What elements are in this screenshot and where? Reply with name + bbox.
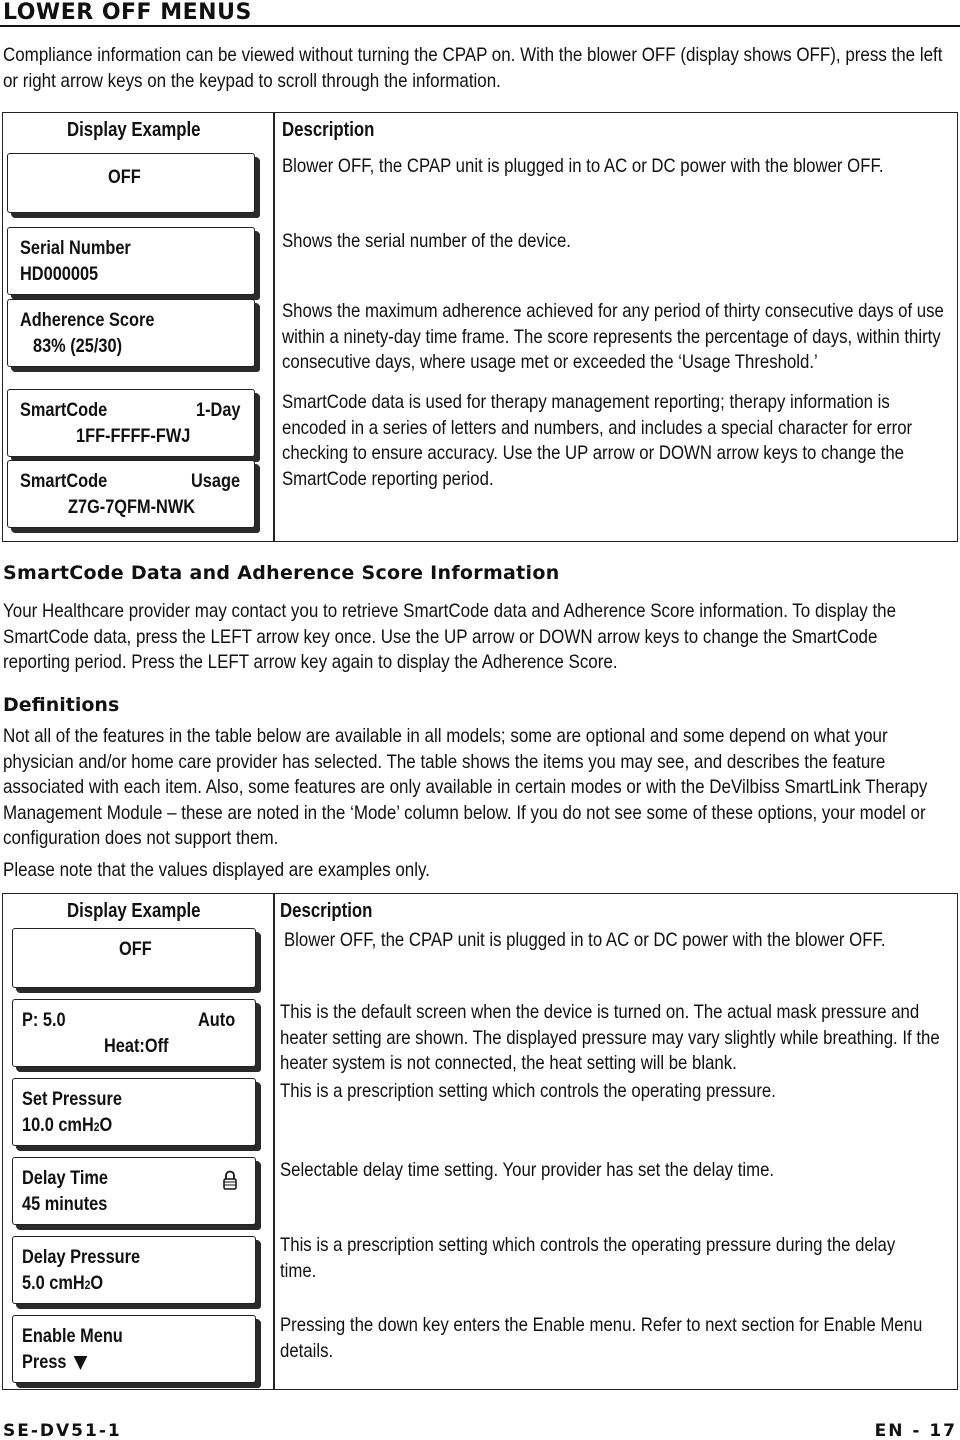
footer-document-code: SE-DV51-1 — [3, 1421, 122, 1440]
lcd-line: 1-Day — [196, 400, 241, 421]
footer-page-number: EN - 17 — [874, 1421, 957, 1440]
lower-off-menu-table — [2, 112, 958, 542]
lcd-display-delay-pressure — [12, 1236, 256, 1304]
page-title: LOWER OFF MENUS — [3, 0, 252, 25]
lcd-display-set-pressure — [12, 1078, 256, 1146]
description-off: Blower OFF, the CPAP unit is plugged in to AC or DC power with the blower OFF. — [284, 929, 886, 951]
lcd-line: Press — [22, 1352, 98, 1374]
lcd-line: Delay Pressure — [22, 1247, 141, 1268]
lcd-display-off — [7, 153, 255, 213]
section-heading-smartcode: SmartCode Data and Adherence Score Information — [3, 562, 560, 584]
lcd-line: P: 5.0 — [22, 1010, 66, 1031]
down-arrow-icon — [73, 1356, 87, 1370]
lcd-line: 5.0 cmH2O — [22, 1273, 104, 1294]
lcd-line: 10.0 cmH2O — [22, 1115, 113, 1136]
lcd-line: Delay Time — [22, 1168, 108, 1189]
description-delay-pressure: This is a prescription setting which controls the operating pressure during the delay time. — [280, 1234, 896, 1282]
description-set-pressure: This is a prescription setting which controls the operating pressure. — [280, 1080, 776, 1102]
smartcode-paragraph: Your Healthcare provider may contact you to retrieve SmartCode data and Adherence Score information. To display the SmartCode data, press the LEFT arrow key once. Use the UP arrow or DOWN arrow keys to change the SmartCode reporting period. Press the LEFT arrow key again to display the Adherence Score. — [3, 600, 897, 673]
lcd-line: Usage — [191, 471, 241, 492]
definitions-paragraph: Not all of the features in the table below are available in all models; some are optional and some depend on what your physician and/or home care provider has selected. The table shows the items you may see, and describes the feature associated with each item. Also, some features are only available in certain modes or with the DeVilbiss SmartLink Therapy Management Module – these are noted in the ‘Mode’ column below. If you do not see some of these options, your model or configuration does not support them. Please note that the values displayed are examples only. — [3, 724, 943, 889]
description-delay-time: Selectable delay time setting. Your provider has set the delay time. — [280, 1159, 775, 1181]
column-header-display: Display Example — [67, 900, 201, 922]
lcd-line: 45 minutes — [22, 1194, 108, 1215]
column-header-description: Description — [282, 119, 375, 141]
lcd-line: 1FF-FFFF-FWJ — [76, 426, 191, 447]
lcd-line: OFF — [108, 167, 141, 188]
lcd-line: Serial Number — [20, 238, 131, 259]
lcd-display-smartcode-usage — [7, 460, 255, 528]
lcd-line: Auto — [198, 1010, 236, 1031]
lcd-line: SmartCode — [20, 471, 108, 492]
lcd-line: Heat:Off — [104, 1036, 169, 1057]
description-adherence-score: Shows the maximum adherence achieved for any period of thirty consecutive days of use within a ninety-day time frame. The score represents the percentage of days, within thirty consecutive days, where usage met or exceeded the ‘Usage Threshold.’ — [282, 300, 944, 373]
definitions-note: Please note that the values displayed are examples only. — [3, 858, 430, 881]
column-header-description: Description — [280, 900, 373, 922]
intro-paragraph: Compliance information can be viewed without turning the CPAP on. With the blower OFF (display shows OFF), press the left or right arrow keys on the keypad to scroll through the information. — [3, 44, 943, 92]
lcd-line: OFF — [119, 939, 152, 960]
heading-rule — [0, 25, 960, 27]
section-heading-definitions: Definitions — [3, 694, 120, 716]
description-serial-number: Shows the serial number of the device. — [282, 230, 571, 252]
lcd-display-pressure-heat — [12, 999, 256, 1067]
column-divider — [273, 894, 275, 1389]
lcd-display-smartcode-1day — [7, 389, 255, 457]
lcd-display-off — [12, 928, 256, 988]
lock-icon — [223, 1170, 237, 1190]
lcd-line: Adherence Score — [20, 310, 155, 331]
lcd-display-serial-number — [7, 227, 255, 295]
description-default-screen: This is the default screen when the device is turned on. The actual mask pressure and heater setting are shown. The displayed pressure may vary slightly while breathing. If the heater system is not connected, the heat setting will be blank. — [280, 1001, 940, 1074]
lcd-line: 83% (25/30) — [33, 336, 123, 357]
lcd-line: Set Pressure — [22, 1089, 122, 1110]
lcd-line: Enable Menu — [22, 1326, 123, 1347]
lcd-display-enable-menu — [12, 1315, 256, 1383]
description-smartcode: SmartCode data is used for therapy management reporting; therapy information is encoded in a series of letters and numbers, and includes a special character for error checking to ensure accuracy. Use the UP arrow or DOWN arrow keys to change the SmartCode reporting period. — [282, 391, 913, 490]
lcd-line: HD000005 — [20, 264, 99, 285]
column-divider — [273, 113, 275, 541]
definitions-table — [2, 893, 958, 1390]
lcd-display-delay-time — [12, 1157, 256, 1225]
lcd-display-adherence-score — [7, 299, 255, 367]
description-enable-menu: Pressing the down key enters the Enable menu. Refer to next section for Enable Menu details. — [280, 1314, 923, 1362]
lcd-line: Z7G-7QFM-NWK — [68, 497, 196, 518]
column-header-display: Display Example — [67, 119, 201, 141]
description-off: Blower OFF, the CPAP unit is plugged in to AC or DC power with the blower OFF. — [282, 155, 884, 177]
lcd-line: SmartCode — [20, 400, 108, 421]
